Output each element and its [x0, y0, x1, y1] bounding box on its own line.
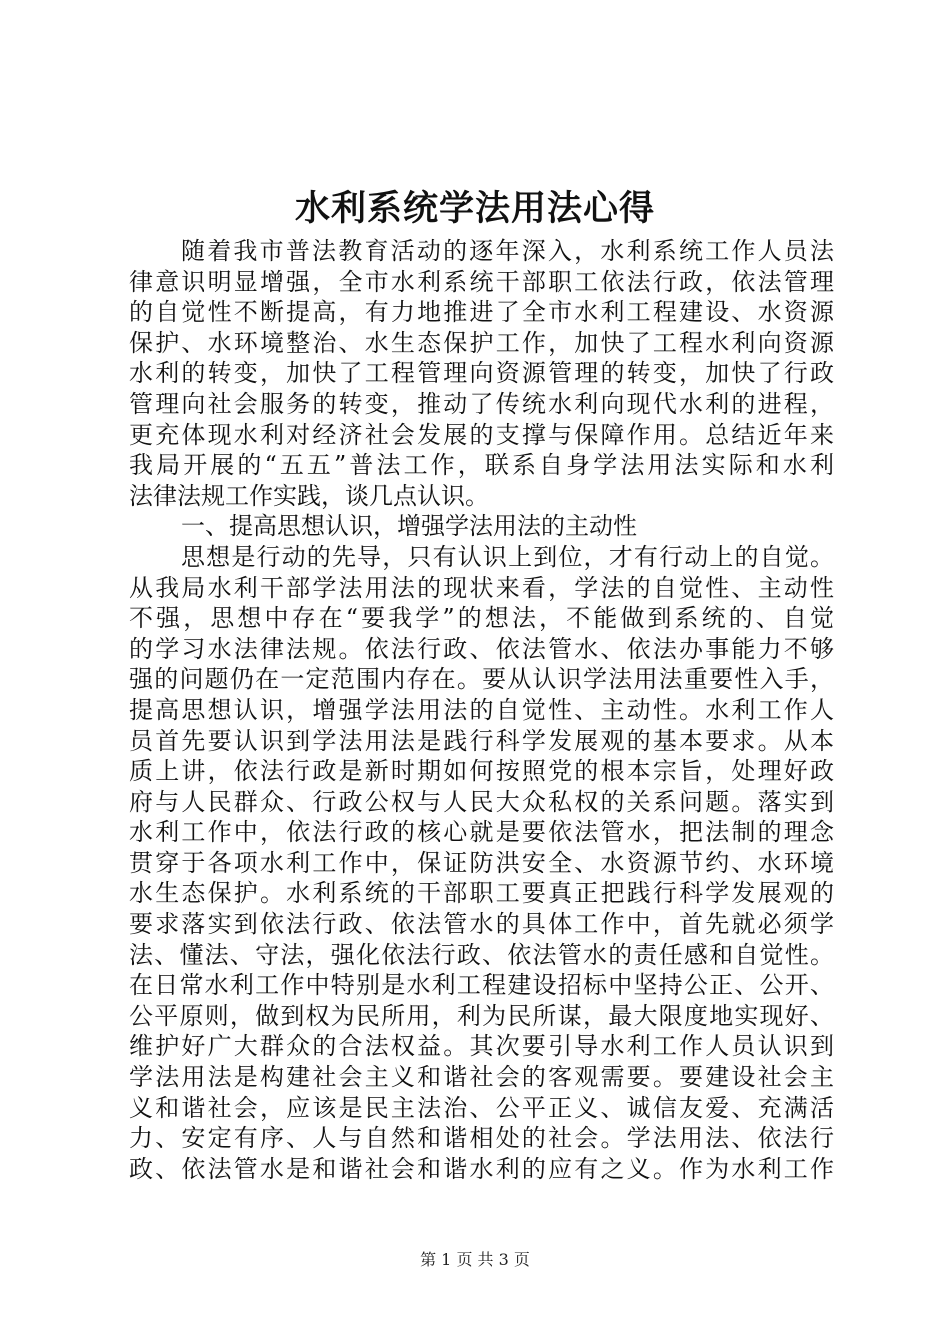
- text-line: 的自觉性不断提高，有力地推进了全市水利工程建设、水资源: [129, 298, 834, 327]
- text-line: 管理向社会服务的转变，推动了传统水利向现代水利的进程，: [129, 389, 834, 418]
- text-line: 维护好广大群众的合法权益。其次要引导水利工作人员认识到: [129, 1032, 834, 1061]
- text-line: 我局开展的“五五”普法工作，联系自身学法用法实际和水利: [129, 451, 834, 480]
- text-line: 在日常水利工作中特别是水利工程建设招标中坚持公正、公开、: [129, 971, 834, 1000]
- text-line: 一、提高思想认识，增强学法用法的主动性: [181, 512, 637, 541]
- text-line: 要求落实到依法行政、依法管水的具体工作中，首先就必须学: [129, 910, 834, 939]
- text-line: 员首先要认识到学法用法是践行科学发展观的基本要求。从本: [129, 726, 834, 755]
- text-line: 法律法规工作实践，谈几点认识。: [129, 481, 489, 510]
- text-line: 学法用法是构建社会主义和谐社会的客观需要。要建设社会主: [129, 1063, 834, 1092]
- text-line: 水利工作中，依法行政的核心就是要依法管水，把法制的理念: [129, 818, 834, 847]
- text-line: 法、懂法、守法，强化依法行政、依法管水的责任感和自觉性。: [129, 940, 834, 969]
- document-body: [129, 236, 834, 1184]
- text-line: 更充体现水利对经济社会发展的支撑与保障作用。总结近年来: [129, 420, 834, 449]
- text-line: 提高思想认识，增强学法用法的自觉性、主动性。水利工作人: [129, 695, 834, 724]
- text-line: 力、安定有序、人与自然和谐相处的社会。学法用法、依法行: [129, 1124, 834, 1153]
- text-line: 从我局水利干部学法用法的现状来看，学法的自觉性、主动性: [129, 573, 834, 602]
- text-line: 律意识明显增强，全市水利系统干部职工依法行政，依法管理: [129, 267, 834, 296]
- text-line: 的学习水法律法规。依法行政、依法管水、依法办事能力不够: [129, 634, 834, 663]
- document-title: 水利系统学法用法心得: [294, 188, 655, 229]
- text-line: 公平原则，做到权为民所用，利为民所谋，最大限度地实现好、: [129, 1001, 834, 1030]
- page-number-footer: 第 1 页 共 3 页: [420, 1250, 530, 1269]
- text-line: 政、依法管水是和谐社会和谐水利的应有之义。作为水利工作: [129, 1154, 834, 1183]
- text-line: 水生态保护。水利系统的干部职工要真正把践行科学发展观的: [129, 879, 834, 908]
- text-line: 强的问题仍在一定范围内存在。要从认识学法用法重要性入手，: [129, 665, 834, 694]
- text-line: 水利的转变，加快了工程管理向资源管理的转变，加快了行政: [129, 359, 834, 388]
- text-line: 随着我市普法教育活动的逐年深入，水利系统工作人员法: [181, 237, 834, 265]
- text-line: 保护、水环境整治、水生态保护工作，加快了工程水利向资源: [129, 328, 834, 357]
- text-line: 思想是行动的先导，只有认识上到位，才有行动上的自觉。: [181, 542, 834, 571]
- text-line: 贯穿于各项水利工作中，保证防洪安全、水资源节约、水环境: [129, 848, 834, 877]
- text-line: 不强，思想中存在“要我学”的想法，不能做到系统的、自觉: [129, 604, 834, 633]
- text-line: 义和谐社会，应该是民主法治、公平正义、诚信友爱、充满活: [129, 1093, 834, 1122]
- text-line: 质上讲，依法行政是新时期如何按照党的根本宗旨，处理好政: [129, 757, 834, 786]
- text-line: 府与人民群众、行政公权与人民大众私权的关系问题。落实到: [129, 787, 834, 816]
